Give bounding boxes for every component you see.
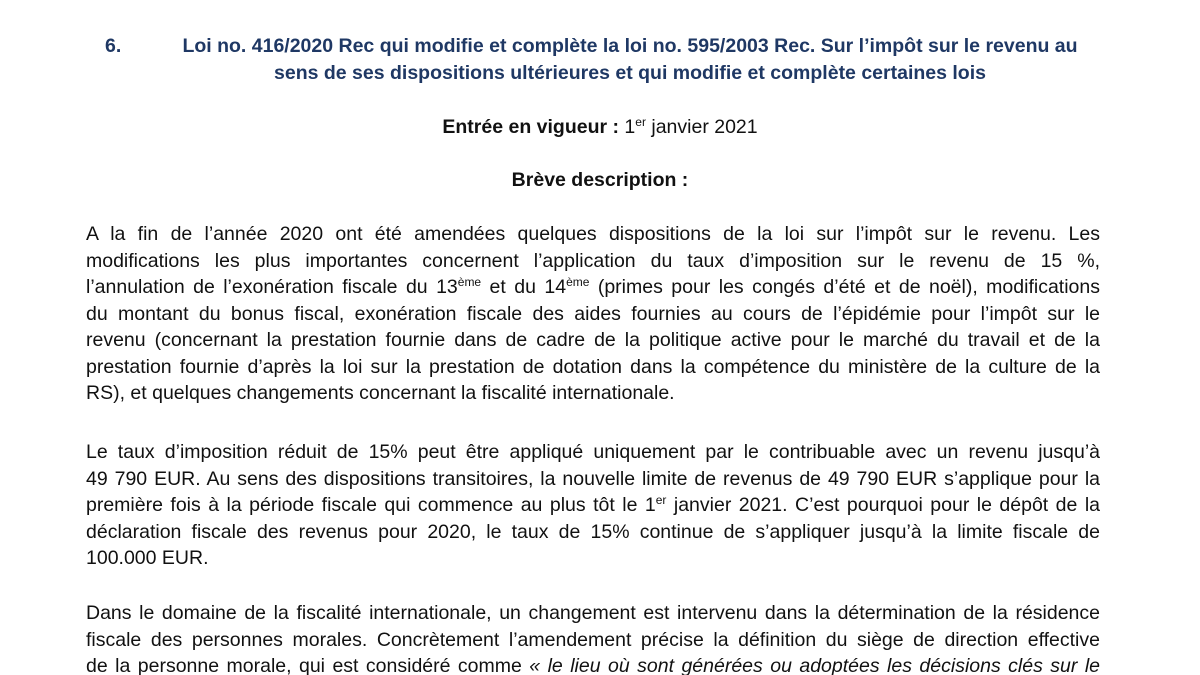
paragraph-2-line: 49 790 EUR. Au sens des dispositions transitoires, la nouvelle limite de revenus de 49 790 EUR s’applique pour la xyxy=(86,467,1100,490)
entry-into-force-label: Entrée en vigueur : xyxy=(442,116,619,138)
section-title-line-1: Loi no. 416/2020 Rec qui modifie et complète la loi no. 595/2003 Rec. Sur l’impôt sur le revenu au xyxy=(182,35,1078,57)
paragraph-1-line: revenu (concernant la prestation fournie dans de cadre de la politique active pour le marché du travail et de la xyxy=(86,329,1100,351)
paragraph-1-line: du montant du bonus fiscal, exonération fiscale des aides fournies au cours de l’épidémie pour l’impôt sur le xyxy=(86,302,1100,325)
paragraph-2-line: Le taux d’imposition réduit de 15% peut être appliqué uniquement par le contribuable avec un revenu jusqu’à xyxy=(86,441,1100,463)
paragraph-1-line: A la fin de l’année 2020 ont été amendées quelques dispositions de la loi sur l’impôt sur le revenu. Les xyxy=(86,223,1100,245)
entry-into-force xyxy=(0,114,1200,140)
entry-into-force-date: janvier 2021 xyxy=(651,116,758,138)
paragraph-3-line: fiscale des personnes morales. Concrètement l’amendement précise la définition du siège de direction effective xyxy=(86,628,1100,651)
paragraph-2-line: déclaration fiscale des revenus pour 2020, le taux de 15% continue de s’appliquer jusqu’à la limite fiscale de xyxy=(86,520,1100,543)
entry-into-force-day-sup: er xyxy=(635,115,646,129)
entry-into-force-day: 1 xyxy=(624,116,636,138)
paragraph-2-line: première fois à la période fiscale qui commence au plus tôt le 1er janvier 2021. C’est pourquoi pour le dépôt de la xyxy=(86,493,1100,516)
paragraph-2-line: 100.000 EUR. xyxy=(86,547,209,569)
paragraph-2 xyxy=(86,439,1100,572)
paragraph-3-line: de la personne morale, qui est considéré comme « le lieu où sont générées ou adoptées les décisions clés sur le xyxy=(86,655,1100,675)
paragraph-1-line: l’annulation de l’exonération fiscale du 13ème et du 14ème (primes pour les congés d’été et de noël), modifications xyxy=(86,275,1100,298)
paragraph-3-line: Dans le domaine de la fiscalité internationale, un changement est intervenu dans la détermination de la résidence xyxy=(86,602,1100,624)
brief-description-label: Brève description : xyxy=(511,169,689,191)
section-number: 6. xyxy=(105,35,122,57)
paragraph-3 xyxy=(86,600,1100,675)
paragraph-1-line: modifications les plus importantes concernent l’application du taux d’imposition sur le revenu de 15 %, xyxy=(86,249,1100,272)
section-title xyxy=(180,33,1080,87)
paragraph-1-line: prestation fournie d’après la loi sur la prestation de dotation dans la compétence du ministère de la culture de la xyxy=(86,355,1100,378)
paragraph-1 xyxy=(86,221,1100,407)
section-title-line-2: sens de ses dispositions ultérieures et qui modifie et complète certaines lois xyxy=(274,62,986,84)
paragraph-1-line: RS), et quelques changements concernant la fiscalité internationale. xyxy=(86,382,675,404)
